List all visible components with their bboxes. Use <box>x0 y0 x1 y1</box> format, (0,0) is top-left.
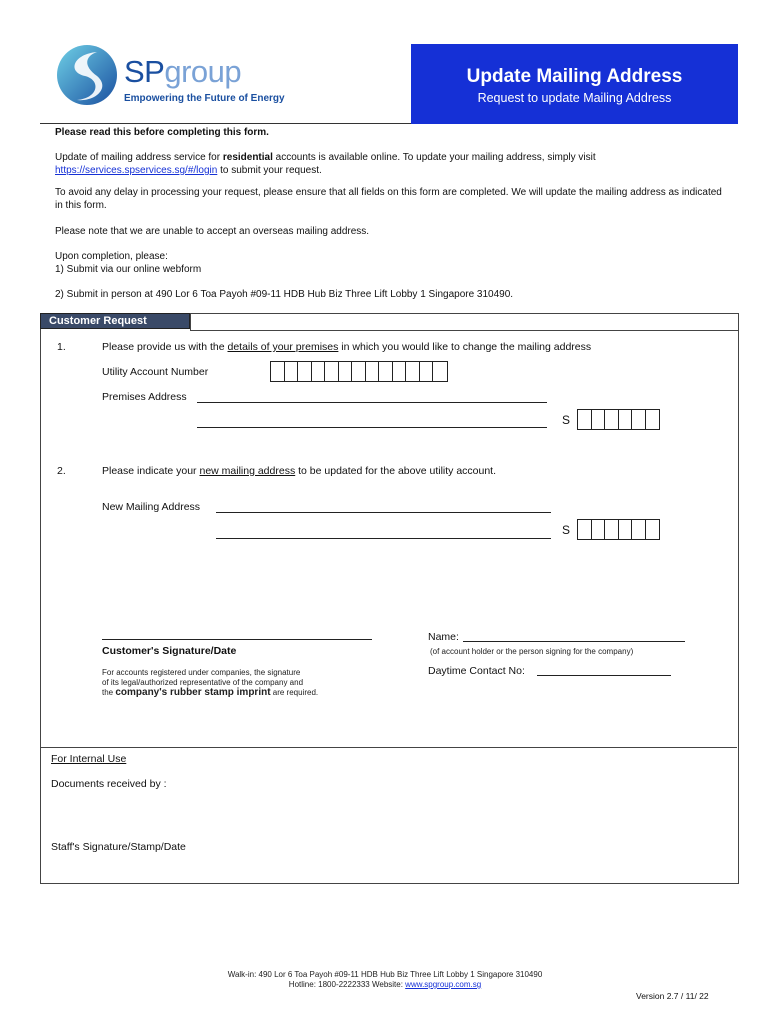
internal-use-heading: For Internal Use <box>51 753 127 765</box>
name-note: (of account holder or the person signing for the company) <box>430 647 634 656</box>
intro-paragraph-3: Please note that we are unable to accept an overseas mailing address. <box>55 226 370 237</box>
intro-paragraph-5: 1) Submit via our online webform <box>55 264 202 275</box>
question-2-text: Please indicate your new mailing address to be updated for the above utility account. <box>102 465 497 477</box>
read-first-note: Please read this before completing this form. <box>55 127 269 138</box>
spgroup-logo-icon <box>55 42 119 108</box>
page-subtitle: Request to update Mailing Address <box>477 91 672 105</box>
section-label-customer-request: Customer Request <box>40 313 190 329</box>
logo-wordmark: SPgroup <box>124 54 242 89</box>
new-postal-code-input[interactable] <box>577 519 660 540</box>
intro-paragraph-6: 2) Submit in person at 490 Lor 6 Toa Payoh #09-11 HDB Hub Biz Three Lift Lobby 1 Singapore 310490. <box>55 289 514 300</box>
company-note-1: For accounts registered under companies, the signature <box>102 668 301 677</box>
premises-address-line-2[interactable] <box>197 416 547 428</box>
section-header-rule <box>190 330 738 331</box>
question-1-number: 1. <box>57 341 66 353</box>
page-title: Update Mailing Address <box>466 66 683 87</box>
intro-paragraph-1: Update of mailing address service for residential accounts is available online. To update your mailing address, simply visit https://services.spservices.sg/#/login to submit your request. <box>55 152 596 176</box>
new-mailing-address-line-1[interactable] <box>216 501 551 513</box>
utility-account-input[interactable] <box>270 361 448 382</box>
intro-paragraph-2: To avoid any delay in processing your request, please ensure that all fields on this form are completed. We will update the mailing address as indicated in this form. <box>55 187 722 211</box>
company-note-3: the company's rubber stamp imprint are required. <box>102 687 319 698</box>
contact-line[interactable] <box>537 664 671 676</box>
signature-line[interactable] <box>102 628 372 640</box>
section-header-divider <box>190 313 191 331</box>
staff-signature-label: Staff's Signature/Stamp/Date <box>51 841 186 853</box>
utility-account-label: Utility Account Number <box>102 366 209 378</box>
logo-tagline: Empowering the Future of Energy <box>124 93 285 104</box>
contact-label: Daytime Contact No: <box>428 665 525 677</box>
intro-paragraph-4: Upon completion, please: <box>55 251 168 262</box>
footer-contact: Hotline: 1800-2222333 Website: www.spgroup.com.sg <box>288 980 482 989</box>
website-link[interactable]: www.spgroup.com.sg <box>405 980 482 989</box>
new-postal-prefix: S <box>562 523 571 537</box>
question-1-text: Please provide us with the details of your premises in which you would like to change the mailing address <box>102 341 592 353</box>
premises-address-label: Premises Address <box>102 391 187 403</box>
version-label: Version 2.7 / 11/ 22 <box>636 991 709 1001</box>
header-divider <box>40 123 411 124</box>
company-note-2: of its legal/authorized representative of the company and <box>102 678 304 687</box>
premises-postal-code-input[interactable] <box>577 409 660 430</box>
premises-postal-prefix: S <box>562 413 571 427</box>
new-mailing-address-line-2[interactable] <box>216 527 551 539</box>
footer-walkin: Walk-in: 490 Lor 6 Toa Payoh #09-11 HDB Hub Biz Three Lift Lobby 1 Singapore 310490 <box>227 970 543 979</box>
name-label: Name: <box>428 631 459 643</box>
documents-received-label: Documents received by : <box>51 778 167 790</box>
premises-address-line-1[interactable] <box>197 391 547 403</box>
title-banner <box>411 44 738 124</box>
new-mailing-address-label: New Mailing Address <box>102 501 201 513</box>
online-login-link[interactable]: https://services.spservices.sg/#/login <box>55 165 218 176</box>
internal-use-divider <box>40 747 737 748</box>
name-line[interactable] <box>463 630 685 642</box>
signature-label: Customer's Signature/Date <box>102 645 237 657</box>
question-2-number: 2. <box>57 465 66 477</box>
